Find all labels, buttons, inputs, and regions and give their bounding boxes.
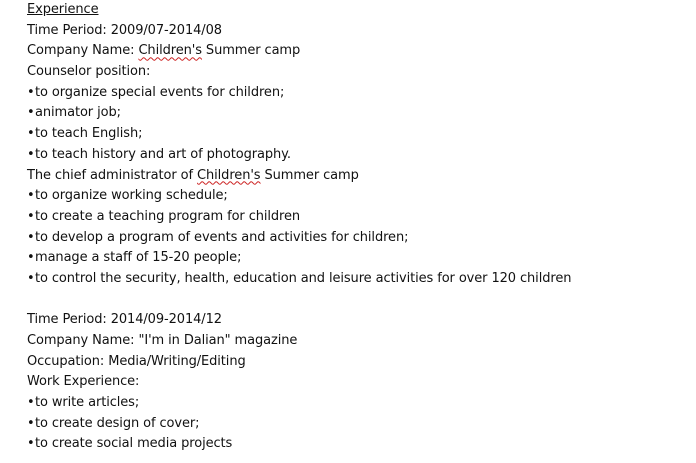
duty-text: to write articles; [35, 395, 140, 411]
job2-occupation-label: Occupation: [27, 353, 109, 369]
job2-occupation: Media/Writing/Editing [108, 353, 246, 369]
job2-period-line [27, 310, 692, 331]
bullet-glyph: • [27, 208, 35, 224]
bullet-glyph: • [27, 415, 35, 431]
duty-text: to teach English; [35, 126, 143, 142]
job1-role2-duty [27, 228, 692, 249]
bullet-glyph: • [27, 436, 35, 452]
job1-role2-duty [27, 269, 692, 290]
resume-document [27, 0, 692, 455]
duty-text: to create a teaching program for children [35, 208, 301, 224]
job1-company-label: Company Name: [27, 43, 139, 59]
job1-period: 2009/07-2014/08 [110, 22, 222, 38]
paragraph-spacer [27, 290, 692, 311]
job1-role2-duty [27, 248, 692, 269]
job1-role2-title [27, 166, 692, 187]
job1-role1-title: Counselor position: [27, 64, 151, 80]
job1-role2-flagged-word: Children's [197, 167, 261, 183]
job1-role2-title-prefix: The chief administrator of [27, 167, 198, 183]
job1-company-line [27, 41, 692, 62]
duty-text: to create social media projects [35, 436, 233, 452]
job1-company-flagged-word: Children's [138, 43, 202, 59]
job2-experience-title: Work Experience: [27, 374, 140, 390]
job1-role2-title-rest: Summer camp [260, 167, 359, 183]
job2-company-label: Company Name: [27, 333, 139, 348]
bullet-glyph: • [27, 250, 35, 266]
bullet-glyph: • [27, 105, 35, 121]
bullet-glyph: • [27, 126, 35, 142]
job2-period: 2014/09-2014/12 [110, 312, 222, 328]
job1-role1-duty [27, 103, 692, 124]
job2-period-label: Time Period: [27, 312, 111, 328]
duty-text: to create design of cover; [35, 415, 200, 431]
job2-duty [27, 434, 692, 455]
job1-role2-duty [27, 186, 692, 207]
bullet-glyph: • [27, 188, 35, 204]
job2-company: "I'm in Dalian" magazine [138, 333, 298, 348]
job1-period-line [27, 21, 692, 42]
bullet-glyph: • [27, 229, 35, 245]
job2-occupation-line [27, 352, 692, 373]
duty-text: animator job; [35, 105, 121, 121]
duty-text: to teach history and art of photography. [35, 146, 291, 162]
bullet-glyph: • [27, 146, 35, 162]
bullet-glyph: • [27, 395, 35, 411]
duty-text: to organize working schedule; [35, 188, 228, 204]
section-heading: Experience [27, 2, 99, 17]
job2-duty [27, 393, 692, 414]
duty-text: to organize special events for children; [35, 84, 285, 100]
bullet-glyph: • [27, 270, 35, 286]
duty-text: to control the security, health, education and leisure activities for over 120 children [35, 270, 572, 286]
job1-company-rest: Summer camp [201, 43, 301, 59]
job1-period-label: Time Period: [27, 22, 111, 38]
job2-duty [27, 414, 692, 435]
job1-role1-duty [27, 83, 692, 104]
bullet-glyph: • [27, 84, 35, 100]
duty-text: to develop a program of events and activities for children; [35, 229, 409, 245]
job1-role2-duty [27, 207, 692, 228]
job1-role1-duty [27, 124, 692, 145]
duty-text: manage a staff of 15-20 people; [35, 250, 242, 266]
job1-role1-duty [27, 145, 692, 166]
job2-company-line [27, 331, 692, 352]
